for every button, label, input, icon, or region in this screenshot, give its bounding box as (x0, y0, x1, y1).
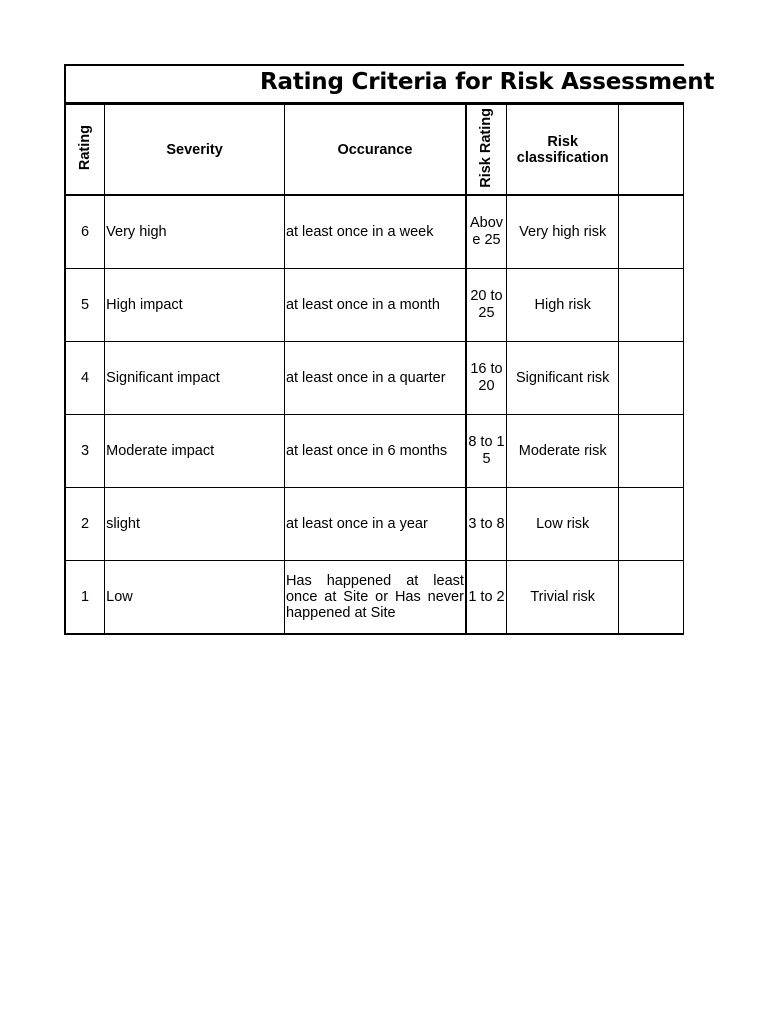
occurance-cell: at least once in a year (284, 488, 466, 561)
rating-criteria-table (64, 104, 684, 635)
severity-cell: High impact (105, 269, 285, 342)
header-risk-classification: Risk classification (507, 105, 619, 196)
risk-classification-cell: Significant risk (507, 342, 619, 415)
risk-classification-cell: Low risk (507, 488, 619, 561)
rating-criteria-sheet (64, 64, 715, 634)
severity-cell: Low (105, 561, 285, 635)
risk-classification-cell: High risk (507, 269, 619, 342)
risk-rating-cell: Above 25 (466, 195, 507, 269)
table-row (65, 195, 684, 269)
empty-cell (619, 342, 684, 415)
risk-rating-cell: 3 to 8 (466, 488, 507, 561)
occurance-cell: at least once in a quarter (284, 342, 466, 415)
empty-cell (619, 415, 684, 488)
header-occurance: Occurance (284, 105, 466, 196)
sheet-viewport (64, 64, 715, 634)
rating-cell: 6 (65, 195, 105, 269)
table-body (65, 195, 684, 634)
risk-rating-cell: 16 to 20 (466, 342, 507, 415)
occurance-cell: at least once in a week (284, 195, 466, 269)
table-row (65, 342, 684, 415)
risk-rating-cell: 1 to 2 (466, 561, 507, 635)
empty-cell (619, 488, 684, 561)
table-row (65, 561, 684, 635)
risk-rating-cell: 20 to 25 (466, 269, 507, 342)
header-rating: Rating (65, 105, 105, 196)
empty-cell (619, 561, 684, 635)
header-empty-cell (619, 105, 684, 196)
table-row (65, 269, 684, 342)
rating-cell: 2 (65, 488, 105, 561)
table-row (65, 415, 684, 488)
title-row (64, 64, 715, 104)
table-row (65, 488, 684, 561)
severity-cell: Moderate impact (105, 415, 285, 488)
occurance-cell: at least once in 6 months (284, 415, 466, 488)
severity-cell: Significant impact (105, 342, 285, 415)
risk-rating-cell: 8 to 15 (466, 415, 507, 488)
severity-cell: Very high (105, 195, 285, 269)
rating-cell: 1 (65, 561, 105, 635)
header-severity: Severity (105, 105, 285, 196)
rating-cell: 5 (65, 269, 105, 342)
risk-classification-cell: Moderate risk (507, 415, 619, 488)
sheet-title: Rating Criteria for Risk Assessment (260, 69, 715, 95)
empty-cell (619, 195, 684, 269)
rating-cell: 3 (65, 415, 105, 488)
risk-classification-cell: Trivial risk (507, 561, 619, 635)
occurance-cell: Has happened at least once at Site or Has never happened at Site (284, 561, 466, 635)
occurance-cell: at least once in a month (284, 269, 466, 342)
empty-cell (619, 269, 684, 342)
header-risk-rating: Risk Rating (466, 105, 507, 196)
risk-classification-cell: Very high risk (507, 195, 619, 269)
severity-cell: slight (105, 488, 285, 561)
header-row (65, 105, 684, 196)
rating-cell: 4 (65, 342, 105, 415)
